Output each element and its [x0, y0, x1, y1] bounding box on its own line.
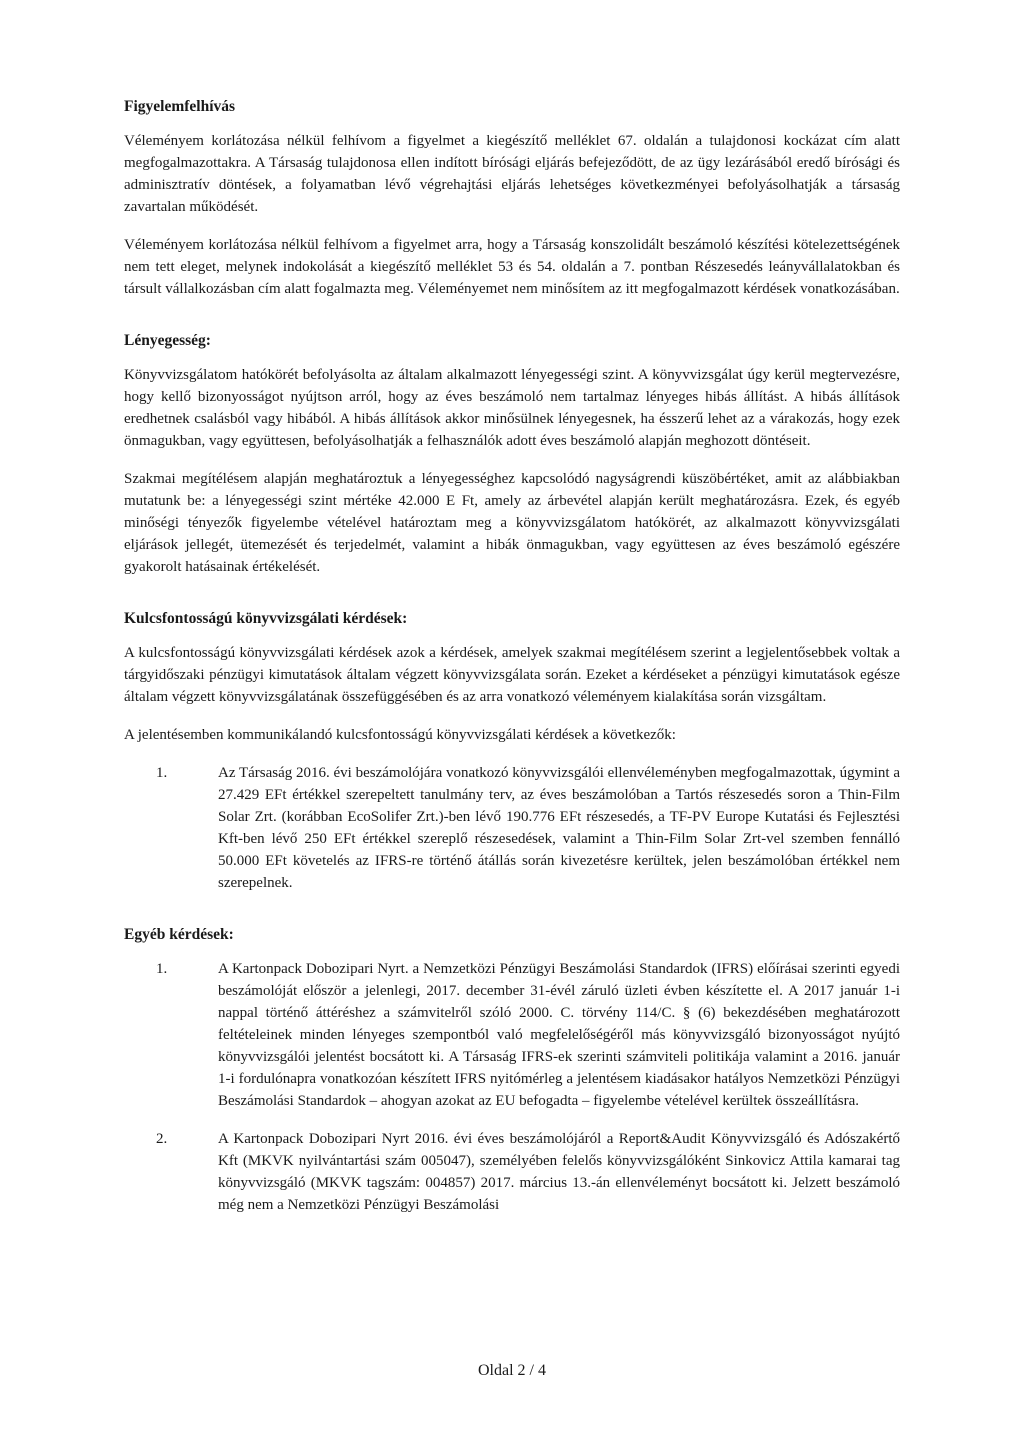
key-matters-paragraph-1: A kulcsfontosságú könyvvizsgálati kérdések azok a kérdések, amelyek szakmai megítélésem szerint a legjelentősebbek voltak a tárgyidőszaki pénzügyi kimutatások általam végzett könyvvizsgálata során. Ezeket a kérdéseket a pénzügyi kimutatások egésze általam végzett könyvvizsgálatának összefüggésében és az arra vonatkozó véleményem kialakítása során vizsgáltam.: [124, 645, 900, 705]
materiality-paragraph-2: Szakmai megítélésem alapján meghatároztuk a lényegességhez kapcsolódó nagyságrendi küszöbértéket, amit az alábbiakban mutatunk be: a lényegességi szint mértéke 42.000 E Ft, amely az árbevétel alapján került meghatározásra. Ezek, és egyéb minőségi tényezők figyelembe vételével határoztam meg a könyvvizsgálatom hatókörét, az alkalmazott könyvvizsgálati eljárások jellegét, ütemezését és terjedelmét, valamint a hibák önmagukban, vagy együttesen az éves beszámoló egészére gyakorolt hatásainak értékelését.: [124, 471, 900, 575]
list-item-text: Az Társaság 2016. évi beszámolójára vonatkozó könyvvizsgálói ellenvéleményben megfogalmazottak, úgymint a 27.429 EFt értékkel szerepeltett tanulmány terv, az éves beszámolóban a Tartós részesedés soron a Thin-Film Solar Zrt. (korábban EcoSolifer Zrt.)-ben lévő 190.776 EFt részesedés, a TF-PV Europe Kutatási és Fejlesztési Kft-ben lévő 250 EFt értékkel szereplő részesedések, valamint a Thin-Film Solar Zrt-vel szemben fennálló 50.000 EFt követelés az IFRS-re történő átállás során kivezetésre kerültek, jelen beszámolóban értékkel nem szerepelnek.: [218, 765, 901, 891]
list-item: [124, 958, 900, 1112]
other-matters-list: [124, 958, 900, 1216]
materiality-paragraph-1: Könyvvizsgálatom hatókörét befolyásolta az általam alkalmazott lényegességi szint. A könyvvizsgálat úgy kerül megtervezésre, hogy kellő bizonyosságot nyújtson arról, hogy az éves beszámoló nem tartalmaz lényeges hibás állítást. A hibás állítások eredhetnek csalásból vagy hibából. A hibás állítások akkor minősülnek lényegesnek, ha ésszerű lehet az a várakozás, hogy ezek önmagukban, vagy együttesen, befolyásolhatják a felhasználók adott éves beszámoló alapján meghozott döntéseit.: [124, 367, 900, 449]
key-matters-paragraph-2: A jelentésemben kommunikálandó kulcsfontosságú könyvvizsgálati kérdések a következők:: [124, 727, 676, 743]
list-item-number: 2.: [156, 1131, 168, 1147]
document-page: [124, 96, 900, 1232]
list-item-text: A Kartonpack Dobozipari Nyrt. a Nemzetközi Pénzügyi Beszámolási Standardok (IFRS) előírásai szerinti egyedi beszámolóját először a jelenlegi, 2017. december 31-évél záruló üzleti évben készítette el. A 2017 január 1-i nappal történő áttéréshez a számvitelről szóló 2000. C. törvény 114/C. § (6) bekezdésében meghatározott feltételeinek minden lényeges szempontból való megfelelőségéről más könyvvizsgáló bizonyosságot nyújtó könyvvizsgálói jelentést bocsátott ki. A Társaság IFRS-ek szerinti számviteli politikája valamint a 2016. január 1-i fordulónapra vonatkozóan készített IFRS nyitómérleg a jelentésem kiadásakor hatályos Nemzetközi Pénzügyi Beszámolási Standardok – ahogyan azokat az EU befogadta – figyelembe vételével kerültek összeállításra.: [218, 961, 900, 1109]
list-item-text: A Kartonpack Dobozipari Nyrt 2016. évi éves beszámolójáról a Report&Audit Könyvvizsgáló és Adószakértő Kft (MKVK nyilvántartási szám 005047), személyében felelős könyvvizsgálóként Sinkovicz Attila kamarai tag könyvvizsgáló (MKVK tagszám: 004857) 2017. március 13.-án ellenvéleményt bocsátott ki. Jelzett beszámoló még nem a Nemzetközi Pénzügyi Beszámolási: [218, 1131, 900, 1213]
page-number-footer: Oldal 2 / 4: [478, 1362, 546, 1379]
list-item-number: 1.: [156, 765, 168, 781]
emphasis-paragraph-1: Véleményem korlátozása nélkül felhívom a figyelmet a kiegészítő melléklet 67. oldalán a tulajdonosi kockázat cím alatt megfogalmazottakra. A Társaság tulajdonosa ellen indított bírósági eljárás befejeződött, de az ügy lezárásából eredő bírósági és adminisztratív döntések, a folyamatban lévő végrehajtási eljárás lehetséges következményei befolyásolhatják a társaság zavartalan működését.: [124, 133, 900, 215]
emphasis-heading: Figyelemfelhívás: [124, 98, 236, 115]
list-item: [124, 762, 900, 894]
list-item: [124, 1128, 900, 1216]
key-matters-list: [124, 762, 900, 894]
list-item-number: 1.: [156, 961, 168, 977]
emphasis-paragraph-2: Véleményem korlátozása nélkül felhívom a figyelmet arra, hogy a Társaság konszolidált beszámoló készítési kötelezettségének nem tett eleget, melynek indokolását a kiegészítő melléklet 53 és 54. oldalán a 7. pontban Részesedés leányvállalatokban és társult vállalkozásban cím alatt fogalmazta meg. Véleményemet nem minősítem az itt megfogalmazott kérdések vonatkozásában.: [124, 237, 900, 297]
key-matters-heading: Kulcsfontosságú könyvvizsgálati kérdések:: [124, 610, 408, 627]
materiality-heading: Lényegesség:: [124, 332, 211, 349]
other-matters-heading: Egyéb kérdések:: [124, 926, 234, 943]
